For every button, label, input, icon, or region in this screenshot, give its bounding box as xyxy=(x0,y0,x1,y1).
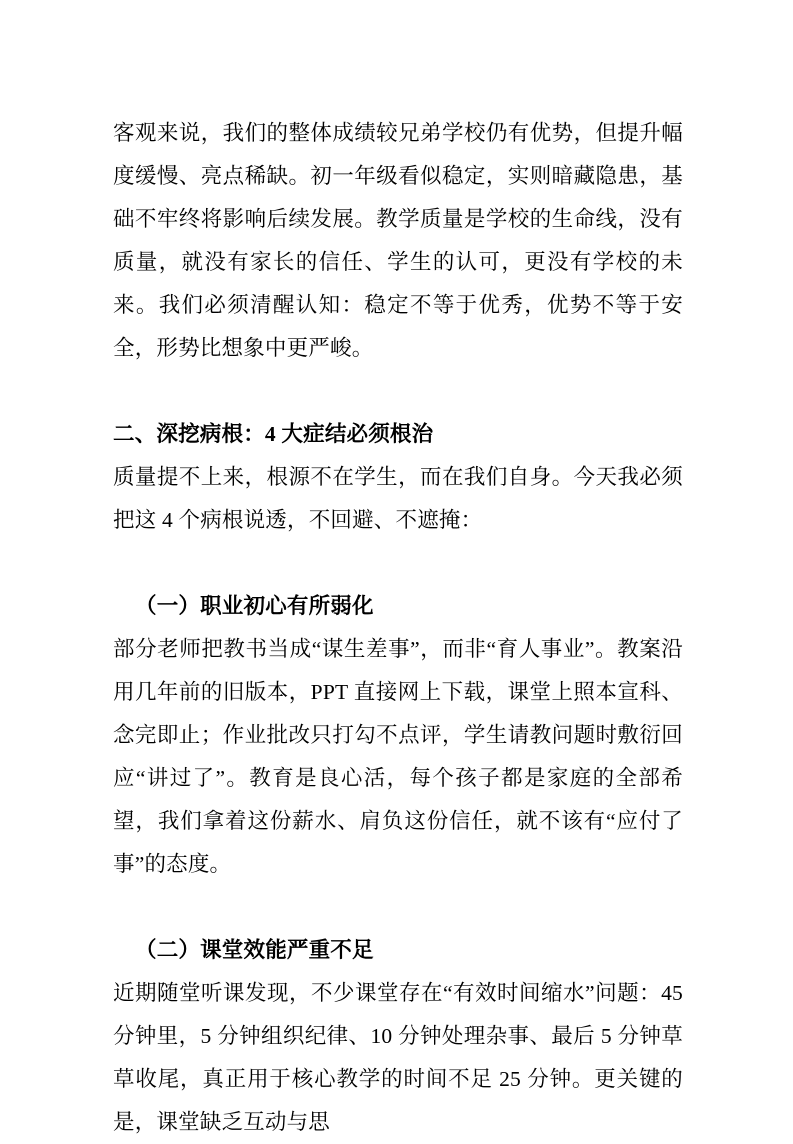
subsection-heading-one: （一）职业初心有所弱化 xyxy=(135,594,374,618)
paragraph-opening: 客观来说，我们的整体成绩较兄弟学校仍有优势，但提升幅度缓慢、亮点稀缺。初一年级看似稳定，实则暗藏隐患，基础不牢终将影响后续发展。教学质量是学校的生命线，没有质量，就没有家长的信任、学生的认可，更没有学校的未来。我们必须清醒认知：稳定不等于优秀，优势不等于安全，形势比想象中更严峻。 xyxy=(113,121,683,360)
spacer xyxy=(113,370,683,413)
paragraph-professional-commitment: 部分老师把教书当成“谋生差事”，而非“育人事业”。教案沿用几年前的旧版本，PPT 直接网上下载，课堂上照本宣科、念完即止；作业批改只打勾不点评，学生请教问题时敷衍回应“讲过了”。教育是良心活，每个孩子都是家庭的全部希望，我们拿着这份薪水、肩负这份信任，就不该有“应付了事”的态度。 xyxy=(113,637,683,876)
spacer xyxy=(113,542,683,585)
section-heading-two: 二、深挖病根：4 大症结必须根治 xyxy=(113,422,434,446)
subsection-heading-two: （二）课堂效能严重不足 xyxy=(135,938,374,962)
spacer xyxy=(113,886,683,929)
document-body xyxy=(113,112,683,1144)
paragraph-classroom-efficiency: 近期随堂听课发现，不少课堂存在“有效时间缩水”问题：45 分钟里，5 分钟组织纪律、10 分钟处理杂事、最后 5 分钟草草收尾，真正用于核心教学的时间不足 25 分钟。更关键的是，课堂缺乏互动与思 xyxy=(113,981,683,1134)
paragraph-root-cause-intro: 质量提不上来，根源不在学生，而在我们自身。今天我必须把这 4 个病根说透，不回避、不遮掩： xyxy=(113,465,683,532)
